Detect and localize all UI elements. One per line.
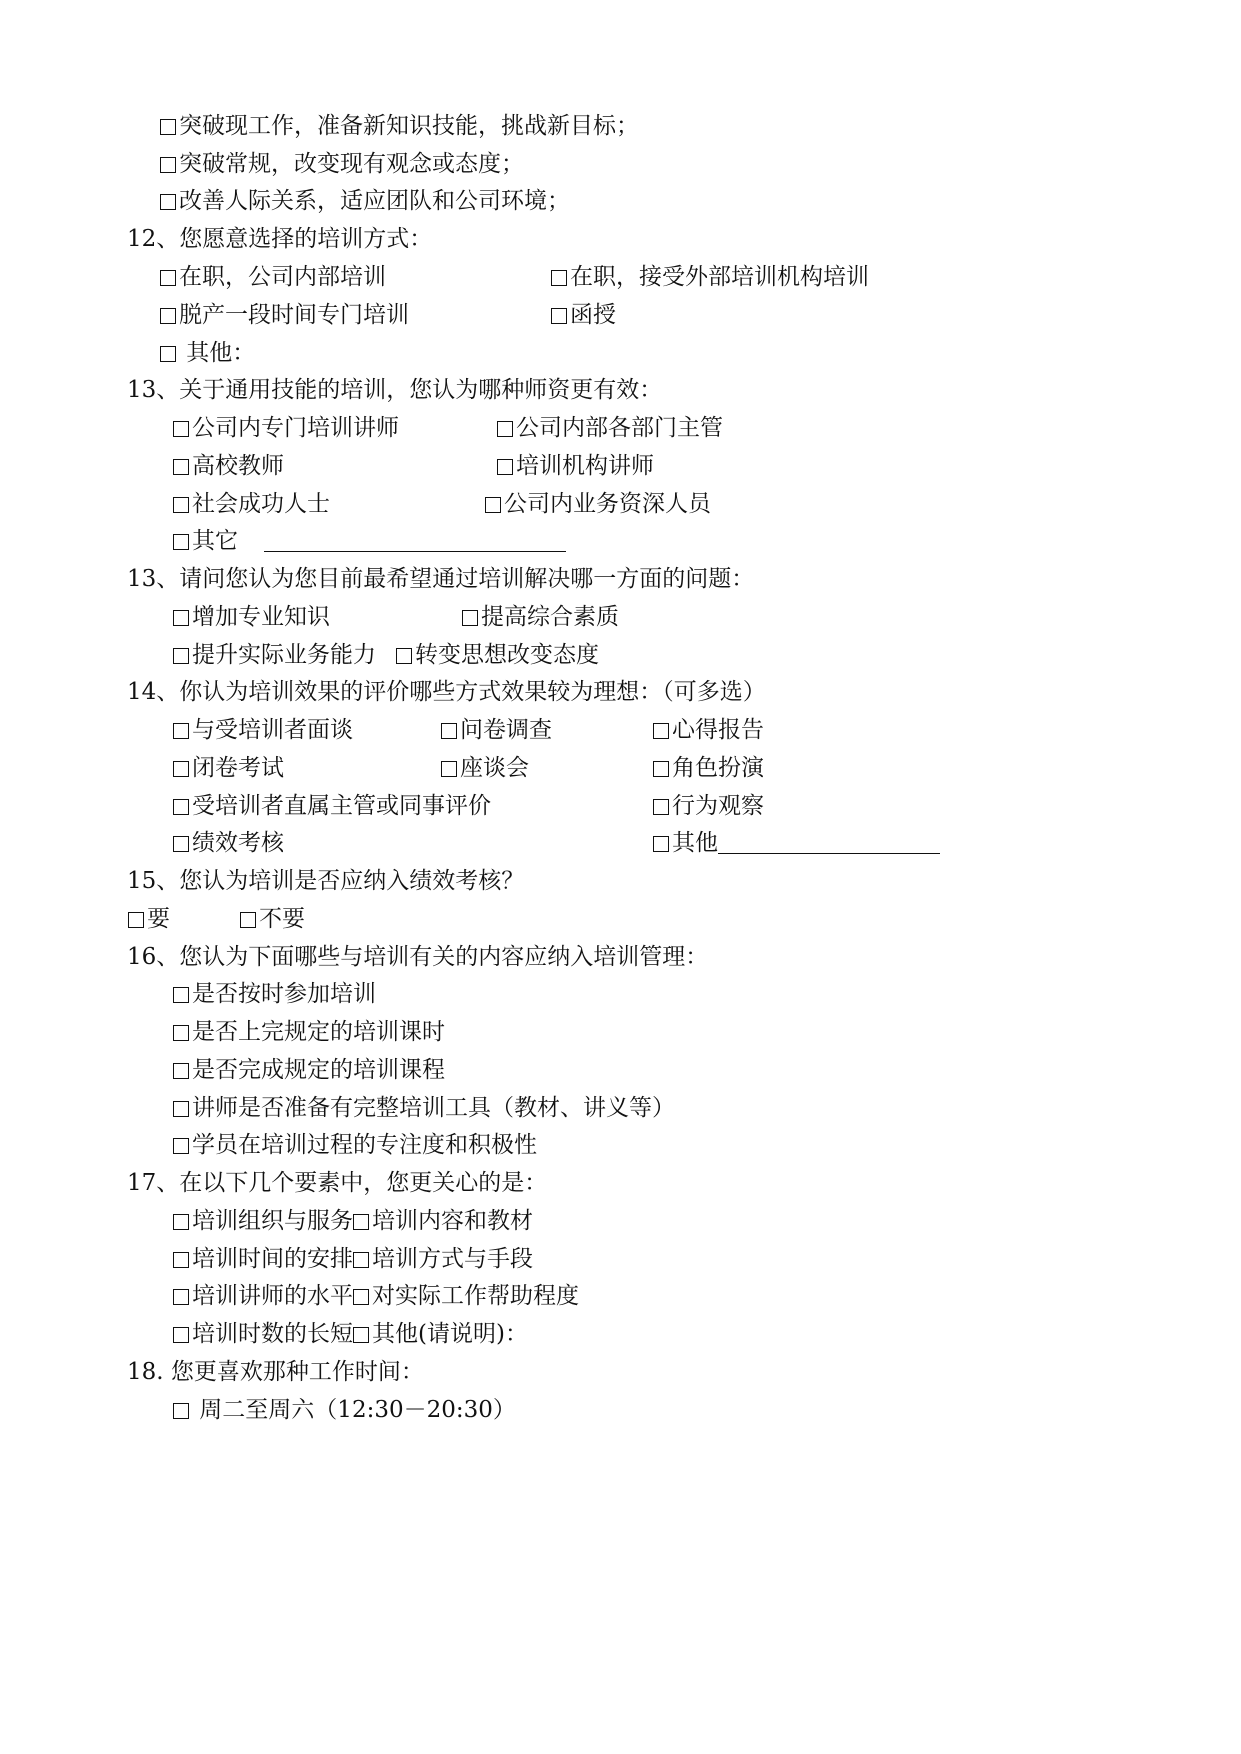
checkbox-option[interactable] xyxy=(240,904,305,934)
checkbox-icon[interactable] xyxy=(173,1252,189,1268)
option-label: 学员在培训过程的专注度和积极性 xyxy=(192,1132,537,1158)
option-label: 周二至周六（12:30－20:30） xyxy=(192,1397,516,1423)
option-label: 提升实际业务能力 xyxy=(192,642,376,668)
option-label: 是否上完规定的培训课时 xyxy=(192,1019,445,1045)
checkbox-icon[interactable] xyxy=(160,194,176,210)
checkbox-option[interactable] xyxy=(551,262,869,292)
checkbox-icon[interactable] xyxy=(160,346,176,362)
checkbox-icon[interactable] xyxy=(173,987,189,1003)
question-title: 13、请问您认为您目前最希望通过培训解决哪一方面的问题： xyxy=(127,566,755,592)
checkbox-icon[interactable] xyxy=(173,1403,189,1419)
checkbox-option[interactable] xyxy=(160,300,409,330)
option-label: 不要 xyxy=(259,906,305,932)
checkbox-option[interactable] xyxy=(173,715,353,745)
checkbox-icon[interactable] xyxy=(353,1289,369,1305)
option-label: 培训讲师的水平 xyxy=(192,1283,353,1309)
checkbox-option[interactable] xyxy=(128,904,170,934)
checkbox-icon[interactable] xyxy=(462,610,478,626)
question-title: 15、您认为培训是否应纳入绩效考核？ xyxy=(127,868,525,894)
checkbox-icon[interactable] xyxy=(485,497,501,513)
checkbox-icon[interactable] xyxy=(128,912,144,928)
checkbox-icon[interactable] xyxy=(173,799,189,815)
option-label: 在职，接受外部培训机构培训 xyxy=(570,264,869,290)
option-label: 转变思想改变态度 xyxy=(415,642,599,668)
option-label: 突破现工作，准备新知识技能，挑战新目标； xyxy=(179,113,639,139)
option-label: 培训时数的长短 xyxy=(192,1321,353,1347)
option-label: 是否按时参加培训 xyxy=(192,981,376,1007)
question-title: 12、您愿意选择的培训方式： xyxy=(127,226,433,252)
checkbox-icon[interactable] xyxy=(396,648,412,664)
question-title: 14、你认为培训效果的评价哪些方式效果较为理想：（可多选） xyxy=(127,679,766,705)
checkbox-option[interactable] xyxy=(653,791,764,821)
checkbox-icon[interactable] xyxy=(173,1063,189,1079)
checkbox-icon[interactable] xyxy=(653,761,669,777)
checkbox-option[interactable] xyxy=(160,111,639,141)
option-label: 突破常规，改变现有观念或态度； xyxy=(179,151,524,177)
checkbox-option[interactable] xyxy=(160,262,386,292)
checkbox-icon[interactable] xyxy=(173,421,189,437)
option-label: 培训时间的安排 xyxy=(192,1246,353,1272)
checkbox-icon[interactable] xyxy=(173,1327,189,1343)
option-label: 其他： xyxy=(179,340,256,366)
checkbox-icon[interactable] xyxy=(173,1101,189,1117)
fill-in-blank[interactable] xyxy=(718,831,940,854)
checkbox-option[interactable] xyxy=(485,489,711,519)
option-label: 培训机构讲师 xyxy=(516,453,654,479)
checkbox-icon[interactable] xyxy=(240,912,256,928)
checkbox-icon[interactable] xyxy=(653,836,669,852)
checkbox-option[interactable] xyxy=(173,526,566,556)
checkbox-option[interactable] xyxy=(173,979,376,1009)
option-label: 其他(请说明)： xyxy=(372,1321,528,1347)
checkbox-icon[interactable] xyxy=(173,610,189,626)
option-label: 是否完成规定的培训课程 xyxy=(192,1057,445,1083)
checkbox-option[interactable] xyxy=(173,451,284,481)
checkbox-option[interactable] xyxy=(173,1130,537,1160)
option-label: 角色扮演 xyxy=(672,755,764,781)
checkbox-option[interactable] xyxy=(462,602,619,632)
checkbox-option[interactable] xyxy=(173,753,284,783)
checkbox-option[interactable] xyxy=(173,1319,353,1349)
checkbox-option[interactable] xyxy=(173,1395,516,1425)
checkbox-option[interactable] xyxy=(353,1244,533,1274)
checkbox-icon[interactable] xyxy=(441,761,457,777)
checkbox-option[interactable] xyxy=(160,149,524,179)
option-label: 讲师是否准备有完整培训工具（教材、讲义等） xyxy=(192,1095,675,1121)
question-title: 18. 您更喜欢那种工作时间： xyxy=(127,1359,424,1385)
option-label: 培训组织与服务 xyxy=(192,1208,353,1234)
checkbox-icon[interactable] xyxy=(653,723,669,739)
checkbox-icon[interactable] xyxy=(173,534,189,550)
checkbox-icon[interactable] xyxy=(441,723,457,739)
checkbox-option[interactable] xyxy=(173,1281,353,1311)
checkbox-option[interactable] xyxy=(173,1244,353,1274)
checkbox-icon[interactable] xyxy=(551,308,567,324)
option-label: 在职，公司内部培训 xyxy=(179,264,386,290)
option-label: 公司内专门培训讲师 xyxy=(192,415,399,441)
checkbox-option[interactable] xyxy=(160,186,570,216)
checkbox-icon[interactable] xyxy=(160,308,176,324)
checkbox-option[interactable] xyxy=(551,300,616,330)
checkbox-option[interactable] xyxy=(173,828,284,858)
option-label: 座谈会 xyxy=(460,755,529,781)
option-label: 行为观察 xyxy=(672,793,764,819)
option-label: 高校教师 xyxy=(192,453,284,479)
checkbox-option[interactable] xyxy=(173,1017,445,1047)
option-label: 其他 xyxy=(672,830,718,856)
checkbox-icon[interactable] xyxy=(353,1252,369,1268)
checkbox-icon[interactable] xyxy=(173,723,189,739)
checkbox-option[interactable] xyxy=(173,791,491,821)
option-label: 增加专业知识 xyxy=(192,604,330,630)
checkbox-icon[interactable] xyxy=(173,1025,189,1041)
option-label: 提高综合素质 xyxy=(481,604,619,630)
checkbox-icon[interactable] xyxy=(173,761,189,777)
checkbox-option[interactable] xyxy=(396,640,599,670)
question-title: 17、在以下几个要素中，您更关心的是： xyxy=(127,1170,548,1196)
checkbox-option[interactable] xyxy=(653,715,764,745)
checkbox-option[interactable] xyxy=(353,1206,533,1236)
checkbox-option[interactable] xyxy=(653,753,764,783)
checkbox-option[interactable] xyxy=(173,640,376,670)
checkbox-icon[interactable] xyxy=(160,119,176,135)
checkbox-icon[interactable] xyxy=(173,836,189,852)
checkbox-option[interactable] xyxy=(353,1319,528,1349)
checkbox-option[interactable] xyxy=(173,413,399,443)
option-label: 其它 xyxy=(192,528,238,554)
option-label: 要 xyxy=(147,906,170,932)
checkbox-option[interactable] xyxy=(160,338,255,368)
checkbox-icon[interactable] xyxy=(160,270,176,286)
option-label: 函授 xyxy=(570,302,616,328)
checkbox-option[interactable] xyxy=(653,828,940,858)
question-title: 13、关于通用技能的培训，您认为哪种师资更有效： xyxy=(127,377,663,403)
checkbox-icon[interactable] xyxy=(497,421,513,437)
option-label: 绩效考核 xyxy=(192,830,284,856)
option-label: 培训内容和教材 xyxy=(372,1208,533,1234)
checkbox-option[interactable] xyxy=(497,413,723,443)
checkbox-option[interactable] xyxy=(173,489,330,519)
option-label: 与受培训者面谈 xyxy=(192,717,353,743)
option-label: 问卷调查 xyxy=(460,717,552,743)
checkbox-icon[interactable] xyxy=(173,497,189,513)
checkbox-icon[interactable] xyxy=(173,648,189,664)
checkbox-option[interactable] xyxy=(173,602,330,632)
checkbox-icon[interactable] xyxy=(653,799,669,815)
option-label: 培训方式与手段 xyxy=(372,1246,533,1272)
checkbox-icon[interactable] xyxy=(173,459,189,475)
checkbox-option[interactable] xyxy=(173,1206,353,1236)
option-label: 脱产一段时间专门培训 xyxy=(179,302,409,328)
option-label: 改善人际关系，适应团队和公司环境； xyxy=(179,188,570,214)
checkbox-option[interactable] xyxy=(441,715,552,745)
checkbox-option[interactable] xyxy=(353,1281,579,1311)
checkbox-icon[interactable] xyxy=(497,459,513,475)
option-label: 公司内部各部门主管 xyxy=(516,415,723,441)
checkbox-icon[interactable] xyxy=(353,1327,369,1343)
question-title: 16、您认为下面哪些与培训有关的内容应纳入培训管理： xyxy=(127,944,709,970)
checkbox-icon[interactable] xyxy=(353,1214,369,1230)
option-label: 受培训者直属主管或同事评价 xyxy=(192,793,491,819)
checkbox-icon[interactable] xyxy=(173,1289,189,1305)
option-label: 社会成功人士 xyxy=(192,491,330,517)
checkbox-option[interactable] xyxy=(497,451,654,481)
option-label: 公司内业务资深人员 xyxy=(504,491,711,517)
checkbox-icon[interactable] xyxy=(160,157,176,173)
checkbox-option[interactable] xyxy=(173,1055,445,1085)
fill-in-blank[interactable] xyxy=(264,529,566,552)
checkbox-option[interactable] xyxy=(173,1093,675,1123)
checkbox-option[interactable] xyxy=(441,753,529,783)
option-label: 心得报告 xyxy=(672,717,764,743)
checkbox-icon[interactable] xyxy=(173,1214,189,1230)
checkbox-icon[interactable] xyxy=(551,270,567,286)
option-label: 闭卷考试 xyxy=(192,755,284,781)
option-label: 对实际工作帮助程度 xyxy=(372,1283,579,1309)
checkbox-icon[interactable] xyxy=(173,1138,189,1154)
